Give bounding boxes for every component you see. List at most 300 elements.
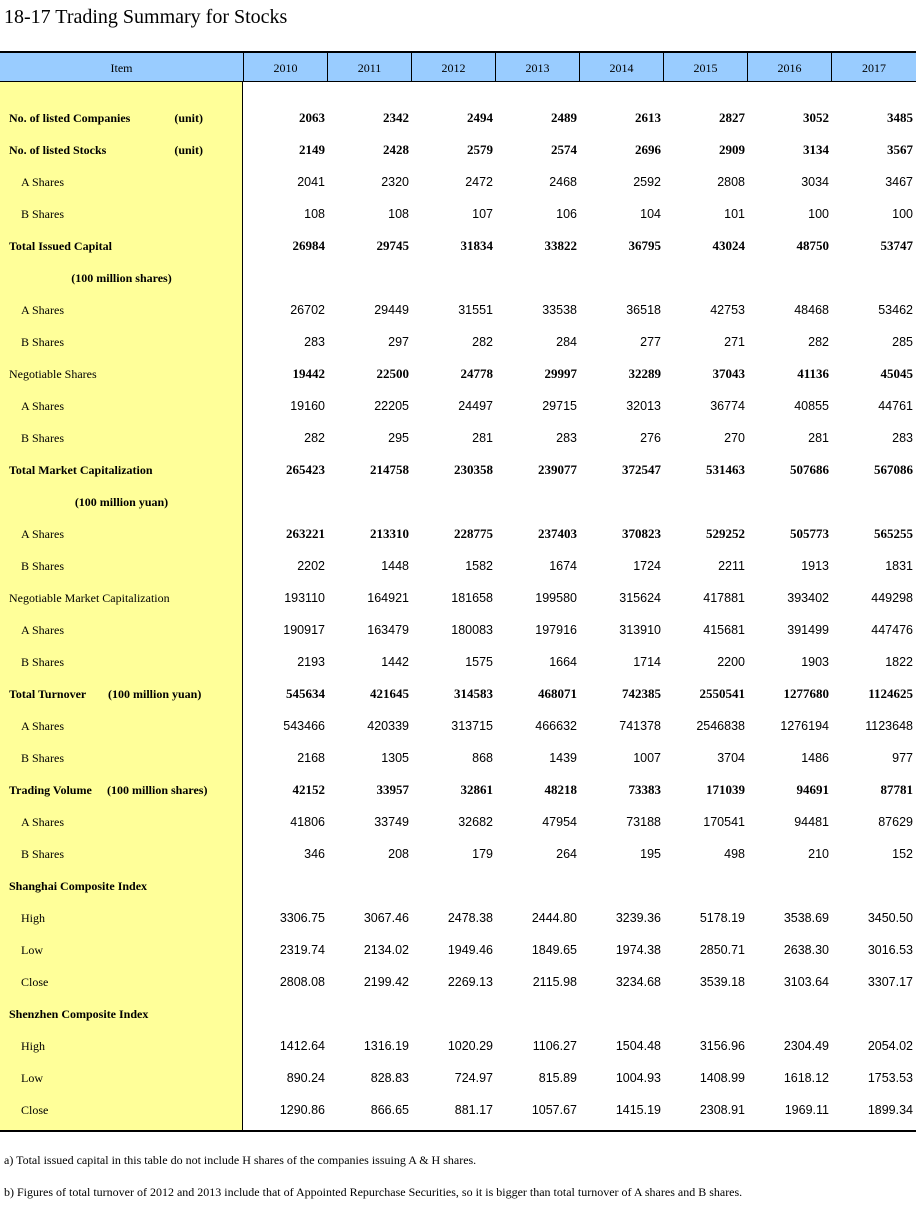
table-row — [0, 262, 916, 294]
table-row — [0, 198, 916, 230]
cell-2014: 104 — [640, 207, 661, 221]
cell-2017: 1822 — [885, 655, 913, 669]
cell-2013: 466632 — [535, 719, 577, 733]
cell-2015: 36774 — [710, 399, 745, 413]
cell-2013 — [497, 998, 577, 1030]
cell-2017: 1899.34 — [867, 1103, 913, 1117]
row-label — [0, 422, 243, 454]
row-label-text: A Shares — [21, 303, 64, 317]
cell-2015: 171039 — [706, 782, 745, 797]
cell-2013: 264 — [556, 847, 577, 861]
row-label-text: Shanghai Composite Index — [9, 879, 148, 893]
cell-2012 — [413, 262, 493, 294]
header-year-3: 2013 — [495, 53, 579, 82]
cell-2015: 531463 — [706, 462, 745, 477]
cell-2014: 36518 — [626, 303, 661, 317]
row-label-text: Close — [21, 975, 49, 989]
row-label — [0, 582, 243, 614]
cell-2016: 281 — [808, 431, 829, 445]
table-row — [0, 518, 916, 550]
table-body — [0, 82, 916, 1132]
cell-2013: 199580 — [535, 591, 577, 605]
cell-2014: 1714 — [633, 655, 661, 669]
cell-2012: 107 — [472, 207, 493, 221]
cell-2017: 565255 — [874, 526, 913, 541]
cell-2013 — [497, 486, 577, 518]
cell-2012: 1575 — [465, 655, 493, 669]
cell-2010: 265423 — [286, 462, 325, 477]
row-label-text: (100 million shares) — [71, 271, 172, 285]
cell-2010: 190917 — [283, 623, 325, 637]
cell-2013: 284 — [556, 335, 577, 349]
cell-2016: 3134 — [803, 142, 829, 157]
cell-2014: 32013 — [626, 399, 661, 413]
cell-2011: 33749 — [374, 815, 409, 829]
cell-2016: 505773 — [790, 526, 829, 541]
cell-2015: 170541 — [703, 815, 745, 829]
cell-2010 — [245, 486, 325, 518]
cell-2014: 73383 — [628, 782, 661, 797]
cell-2010: 2149 — [299, 142, 325, 157]
cell-2016: 507686 — [790, 462, 829, 477]
cell-2010: 26984 — [292, 238, 325, 253]
cell-2017: 44761 — [878, 399, 913, 413]
row-label — [0, 678, 243, 710]
cell-2011: 1316.19 — [363, 1039, 409, 1053]
cell-2010: 2041 — [297, 175, 325, 189]
cell-2010: 263221 — [286, 526, 325, 541]
cell-2012: 2478.38 — [447, 911, 493, 925]
header-year-5: 2015 — [663, 53, 747, 82]
cell-2017: 1831 — [885, 559, 913, 573]
cell-2011: 1448 — [381, 559, 409, 573]
cell-2014: 36795 — [628, 238, 661, 253]
cell-2015: 2200 — [717, 655, 745, 669]
cell-2011: 297 — [388, 335, 409, 349]
row-label — [0, 358, 243, 390]
cell-2010 — [245, 262, 325, 294]
cell-2011: 1305 — [381, 751, 409, 765]
table-row — [0, 838, 916, 870]
cell-2013: 2489 — [551, 110, 577, 125]
cell-2015: 101 — [724, 207, 745, 221]
table-row — [0, 934, 916, 966]
cell-2015: 2808 — [717, 175, 745, 189]
row-unit: (100 million shares) — [107, 783, 208, 797]
cell-2012 — [413, 998, 493, 1030]
cell-2017 — [833, 486, 913, 518]
row-label — [0, 134, 243, 166]
row-label-text: High — [21, 911, 45, 925]
footnote-b: b) Figures of total turnover of 2012 and 2013 include that of Appointed Repurchase Securities, so it is bigger than total turnover of A shares and B shares. — [4, 1185, 743, 1199]
table-row — [0, 966, 916, 998]
row-label — [0, 390, 243, 422]
cell-2015: 3539.18 — [699, 975, 745, 989]
header-year-4: 2014 — [579, 53, 663, 82]
cell-2014: 277 — [640, 335, 661, 349]
cell-2017: 283 — [892, 431, 913, 445]
cell-2013: 48218 — [544, 782, 577, 797]
cell-2014 — [581, 262, 661, 294]
row-label-text: B Shares — [21, 655, 64, 669]
cell-2016: 1969.11 — [784, 1103, 829, 1117]
cell-2014: 1724 — [633, 559, 661, 573]
cell-2017: 3016.53 — [867, 943, 913, 957]
row-label-text: A Shares — [21, 815, 64, 829]
cell-2011 — [329, 486, 409, 518]
cell-2010: 42152 — [292, 782, 325, 797]
table-row — [0, 998, 916, 1030]
cell-2010: 346 — [304, 847, 325, 861]
cell-2011: 2342 — [383, 110, 409, 125]
cell-2012: 31551 — [458, 303, 493, 317]
row-label-text: B Shares — [21, 751, 64, 765]
cell-2014: 741378 — [619, 719, 661, 733]
cell-2011: 208 — [388, 847, 409, 861]
cell-2010: 2193 — [297, 655, 325, 669]
cell-2014: 372547 — [622, 462, 661, 477]
cell-2013: 2574 — [551, 142, 577, 157]
cell-2016: 393402 — [787, 591, 829, 605]
cell-2015: 3704 — [717, 751, 745, 765]
cell-2010: 26702 — [290, 303, 325, 317]
cell-2014: 313910 — [619, 623, 661, 637]
row-label-text: A Shares — [21, 399, 64, 413]
cell-2013: 1057.67 — [531, 1103, 577, 1117]
cell-2012 — [413, 486, 493, 518]
cell-2013: 2444.80 — [531, 911, 577, 925]
cell-2014 — [581, 870, 661, 902]
table-row — [0, 1094, 916, 1126]
cell-2015: 42753 — [710, 303, 745, 317]
cell-2012: 2494 — [467, 110, 493, 125]
cell-2016 — [749, 870, 829, 902]
row-label-text: Negotiable Shares — [9, 367, 97, 381]
cell-2015: 271 — [724, 335, 745, 349]
table-header-row — [0, 51, 916, 82]
cell-2015: 498 — [724, 847, 745, 861]
cell-2017: 53462 — [878, 303, 913, 317]
row-label-text: Trading Volume — [9, 783, 92, 797]
row-label-text: Total Market Capitalization — [9, 463, 153, 477]
cell-2012: 868 — [472, 751, 493, 765]
cell-2010: 2202 — [297, 559, 325, 573]
cell-2014: 1974.38 — [615, 943, 661, 957]
header-year-7: 2017 — [831, 53, 916, 82]
cell-2011: 2134.02 — [363, 943, 409, 957]
cell-2017: 87781 — [880, 782, 913, 797]
cell-2011: 2428 — [383, 142, 409, 157]
row-label — [0, 518, 243, 550]
cell-2015: 5178.19 — [699, 911, 745, 925]
cell-2012: 228775 — [454, 526, 493, 541]
cell-2012: 1582 — [465, 559, 493, 573]
cell-2012: 2269.13 — [447, 975, 493, 989]
cell-2016: 94481 — [794, 815, 829, 829]
cell-2016 — [749, 998, 829, 1030]
cell-2011: 295 — [388, 431, 409, 445]
cell-2010: 1412.64 — [279, 1039, 325, 1053]
row-label — [0, 294, 243, 326]
cell-2010: 2808.08 — [279, 975, 325, 989]
cell-2016: 3538.69 — [783, 911, 829, 925]
cell-2014: 742385 — [622, 686, 661, 701]
row-label — [0, 870, 243, 902]
row-label — [0, 486, 243, 518]
cell-2011: 866.65 — [370, 1103, 409, 1117]
table-row — [0, 102, 916, 134]
cell-2011: 2199.42 — [363, 975, 409, 989]
cell-2017: 1753.53 — [867, 1071, 913, 1085]
row-label-text: Shenzhen Composite Index — [9, 1007, 149, 1021]
cell-2012: 230358 — [454, 462, 493, 477]
cell-2010: 19442 — [292, 366, 325, 381]
cell-2015: 529252 — [706, 526, 745, 541]
cell-2011: 22205 — [374, 399, 409, 413]
cell-2014: 2696 — [635, 142, 661, 157]
cell-2014: 73188 — [626, 815, 661, 829]
cell-2013: 33822 — [544, 238, 577, 253]
cell-2012: 181658 — [451, 591, 493, 605]
cell-2014: 2613 — [635, 110, 661, 125]
cell-2013: 237403 — [538, 526, 577, 541]
cell-2011: 22500 — [376, 366, 409, 381]
cell-2010 — [245, 870, 325, 902]
cell-2016: 48750 — [796, 238, 829, 253]
row-label — [0, 1062, 243, 1094]
row-label — [0, 742, 243, 774]
cell-2010: 3306.75 — [279, 911, 325, 925]
cell-2015 — [665, 870, 745, 902]
cell-2015: 2850.71 — [699, 943, 745, 957]
cell-2011 — [329, 998, 409, 1030]
table-row — [0, 742, 916, 774]
cell-2011: 29745 — [376, 238, 409, 253]
cell-2012: 313715 — [451, 719, 493, 733]
cell-2015: 37043 — [712, 366, 745, 381]
cell-2015: 2546838 — [696, 719, 745, 733]
row-label — [0, 1094, 243, 1126]
cell-2017: 87629 — [878, 815, 913, 829]
cell-2010: 193110 — [284, 591, 325, 605]
cell-2010 — [245, 998, 325, 1030]
cell-2017 — [833, 998, 913, 1030]
cell-2012: 179 — [472, 847, 493, 861]
row-label — [0, 902, 243, 934]
row-label — [0, 614, 243, 646]
cell-2012: 2472 — [465, 175, 493, 189]
cell-2012 — [413, 870, 493, 902]
cell-2013: 197916 — [535, 623, 577, 637]
cell-2011: 421645 — [370, 686, 409, 701]
cell-2017: 3450.50 — [867, 911, 913, 925]
cell-2014 — [581, 998, 661, 1030]
cell-2010: 41806 — [290, 815, 325, 829]
cell-2011: 164921 — [367, 591, 409, 605]
cell-2016: 1277680 — [783, 686, 829, 701]
cell-2017: 3307.17 — [867, 975, 913, 989]
cell-2014: 276 — [640, 431, 661, 445]
cell-2012: 24778 — [460, 366, 493, 381]
row-label-text: A Shares — [21, 527, 64, 541]
cell-2010: 543466 — [283, 719, 325, 733]
trading-summary-table — [0, 51, 916, 1132]
row-label-text: B Shares — [21, 559, 64, 573]
cell-2015: 2308.91 — [699, 1103, 745, 1117]
header-item: Item — [110, 61, 133, 75]
table-row — [0, 1062, 916, 1094]
cell-2010: 1290.86 — [279, 1103, 325, 1117]
table-row — [0, 230, 916, 262]
cell-2010: 2063 — [299, 110, 325, 125]
cell-2010: 890.24 — [286, 1071, 325, 1085]
cell-2010: 545634 — [286, 686, 325, 701]
cell-2011: 420339 — [367, 719, 409, 733]
cell-2017: 447476 — [871, 623, 913, 637]
table-row — [0, 134, 916, 166]
row-label — [0, 102, 243, 134]
table-row — [0, 294, 916, 326]
cell-2011: 2320 — [381, 175, 409, 189]
row-label-text: Low — [21, 943, 43, 957]
cell-2013: 468071 — [538, 686, 577, 701]
cell-2016: 1486 — [801, 751, 829, 765]
row-label — [0, 1030, 243, 1062]
cell-2011: 29449 — [374, 303, 409, 317]
cell-2013: 1674 — [549, 559, 577, 573]
cell-2015 — [665, 998, 745, 1030]
cell-2012: 32682 — [458, 815, 493, 829]
cell-2010: 108 — [304, 207, 325, 221]
cell-2016: 1913 — [801, 559, 829, 573]
cell-2013 — [497, 870, 577, 902]
cell-2016 — [749, 262, 829, 294]
cell-2016: 40855 — [794, 399, 829, 413]
row-label — [0, 646, 243, 678]
row-label-text: No. of listed Companies — [9, 111, 131, 125]
cell-2014: 195 — [640, 847, 661, 861]
cell-2014: 370823 — [622, 526, 661, 541]
cell-2012: 881.17 — [454, 1103, 493, 1117]
cell-2013: 106 — [556, 207, 577, 221]
row-label — [0, 230, 243, 262]
row-label-text: B Shares — [21, 431, 64, 445]
row-label — [0, 262, 243, 294]
header-year-6: 2016 — [747, 53, 831, 82]
cell-2012: 1949.46 — [447, 943, 493, 957]
row-label-text: B Shares — [21, 207, 64, 221]
row-label — [0, 166, 243, 198]
cell-2016: 3052 — [803, 110, 829, 125]
table-row — [0, 1030, 916, 1062]
row-label-text: Low — [21, 1071, 43, 1085]
header-year-2: 2012 — [411, 53, 495, 82]
row-label — [0, 774, 243, 806]
cell-2012: 32861 — [460, 782, 493, 797]
cell-2017: 285 — [892, 335, 913, 349]
cell-2012: 314583 — [454, 686, 493, 701]
cell-2016: 1276194 — [780, 719, 829, 733]
cell-2011 — [329, 262, 409, 294]
table-row — [0, 454, 916, 486]
row-label-text: B Shares — [21, 335, 64, 349]
cell-2014: 315624 — [619, 591, 661, 605]
table-row — [0, 166, 916, 198]
cell-2013: 47954 — [542, 815, 577, 829]
cell-2013: 29997 — [544, 366, 577, 381]
table-row — [0, 902, 916, 934]
row-label-text: Negotiable Market Capitalization — [9, 591, 170, 605]
cell-2017: 3485 — [887, 110, 913, 125]
cell-2010: 283 — [304, 335, 325, 349]
row-label — [0, 806, 243, 838]
cell-2011 — [329, 870, 409, 902]
cell-2010: 2168 — [297, 751, 325, 765]
table-row — [0, 550, 916, 582]
table-row — [0, 422, 916, 454]
cell-2013: 1439 — [549, 751, 577, 765]
cell-2017: 449298 — [871, 591, 913, 605]
cell-2013: 1664 — [549, 655, 577, 669]
table-row — [0, 486, 916, 518]
cell-2014: 3234.68 — [615, 975, 661, 989]
cell-2016: 100 — [808, 207, 829, 221]
cell-2015: 2211 — [718, 559, 745, 573]
table-row — [0, 774, 916, 806]
cell-2017: 977 — [892, 751, 913, 765]
row-label — [0, 934, 243, 966]
cell-2010: 2319.74 — [279, 943, 325, 957]
cell-2016: 41136 — [797, 366, 829, 381]
cell-2011: 214758 — [370, 462, 409, 477]
cell-2017: 1124625 — [868, 686, 913, 701]
cell-2013: 239077 — [538, 462, 577, 477]
cell-2011: 828.83 — [370, 1071, 409, 1085]
page-title: 18-17 Trading Summary for Stocks — [4, 6, 288, 28]
cell-2012: 180083 — [451, 623, 493, 637]
cell-2016: 391499 — [787, 623, 829, 637]
cell-2013: 815.89 — [538, 1071, 577, 1085]
row-label — [0, 550, 243, 582]
cell-2017 — [833, 262, 913, 294]
cell-2015: 2827 — [719, 110, 745, 125]
row-label-text: Total Issued Capital — [9, 239, 112, 253]
cell-2015 — [665, 262, 745, 294]
cell-2017: 2054.02 — [867, 1039, 913, 1053]
cell-2017: 45045 — [880, 366, 913, 381]
cell-2015 — [665, 486, 745, 518]
cell-2016: 2304.49 — [783, 1039, 829, 1053]
cell-2016: 282 — [808, 335, 829, 349]
cell-2012: 281 — [472, 431, 493, 445]
cell-2011: 108 — [388, 207, 409, 221]
cell-2016: 210 — [808, 847, 829, 861]
row-label — [0, 198, 243, 230]
table-row — [0, 710, 916, 742]
cell-2017: 3567 — [887, 142, 913, 157]
table-row — [0, 390, 916, 422]
cell-2015: 417881 — [703, 591, 745, 605]
row-label — [0, 326, 243, 358]
cell-2011: 163479 — [367, 623, 409, 637]
row-unit: (unit) — [174, 143, 203, 157]
cell-2014: 1007 — [633, 751, 661, 765]
table-row — [0, 806, 916, 838]
header-year-1: 2011 — [327, 53, 411, 82]
cell-2011: 213310 — [370, 526, 409, 541]
table-row — [0, 678, 916, 710]
cell-2017: 100 — [892, 207, 913, 221]
